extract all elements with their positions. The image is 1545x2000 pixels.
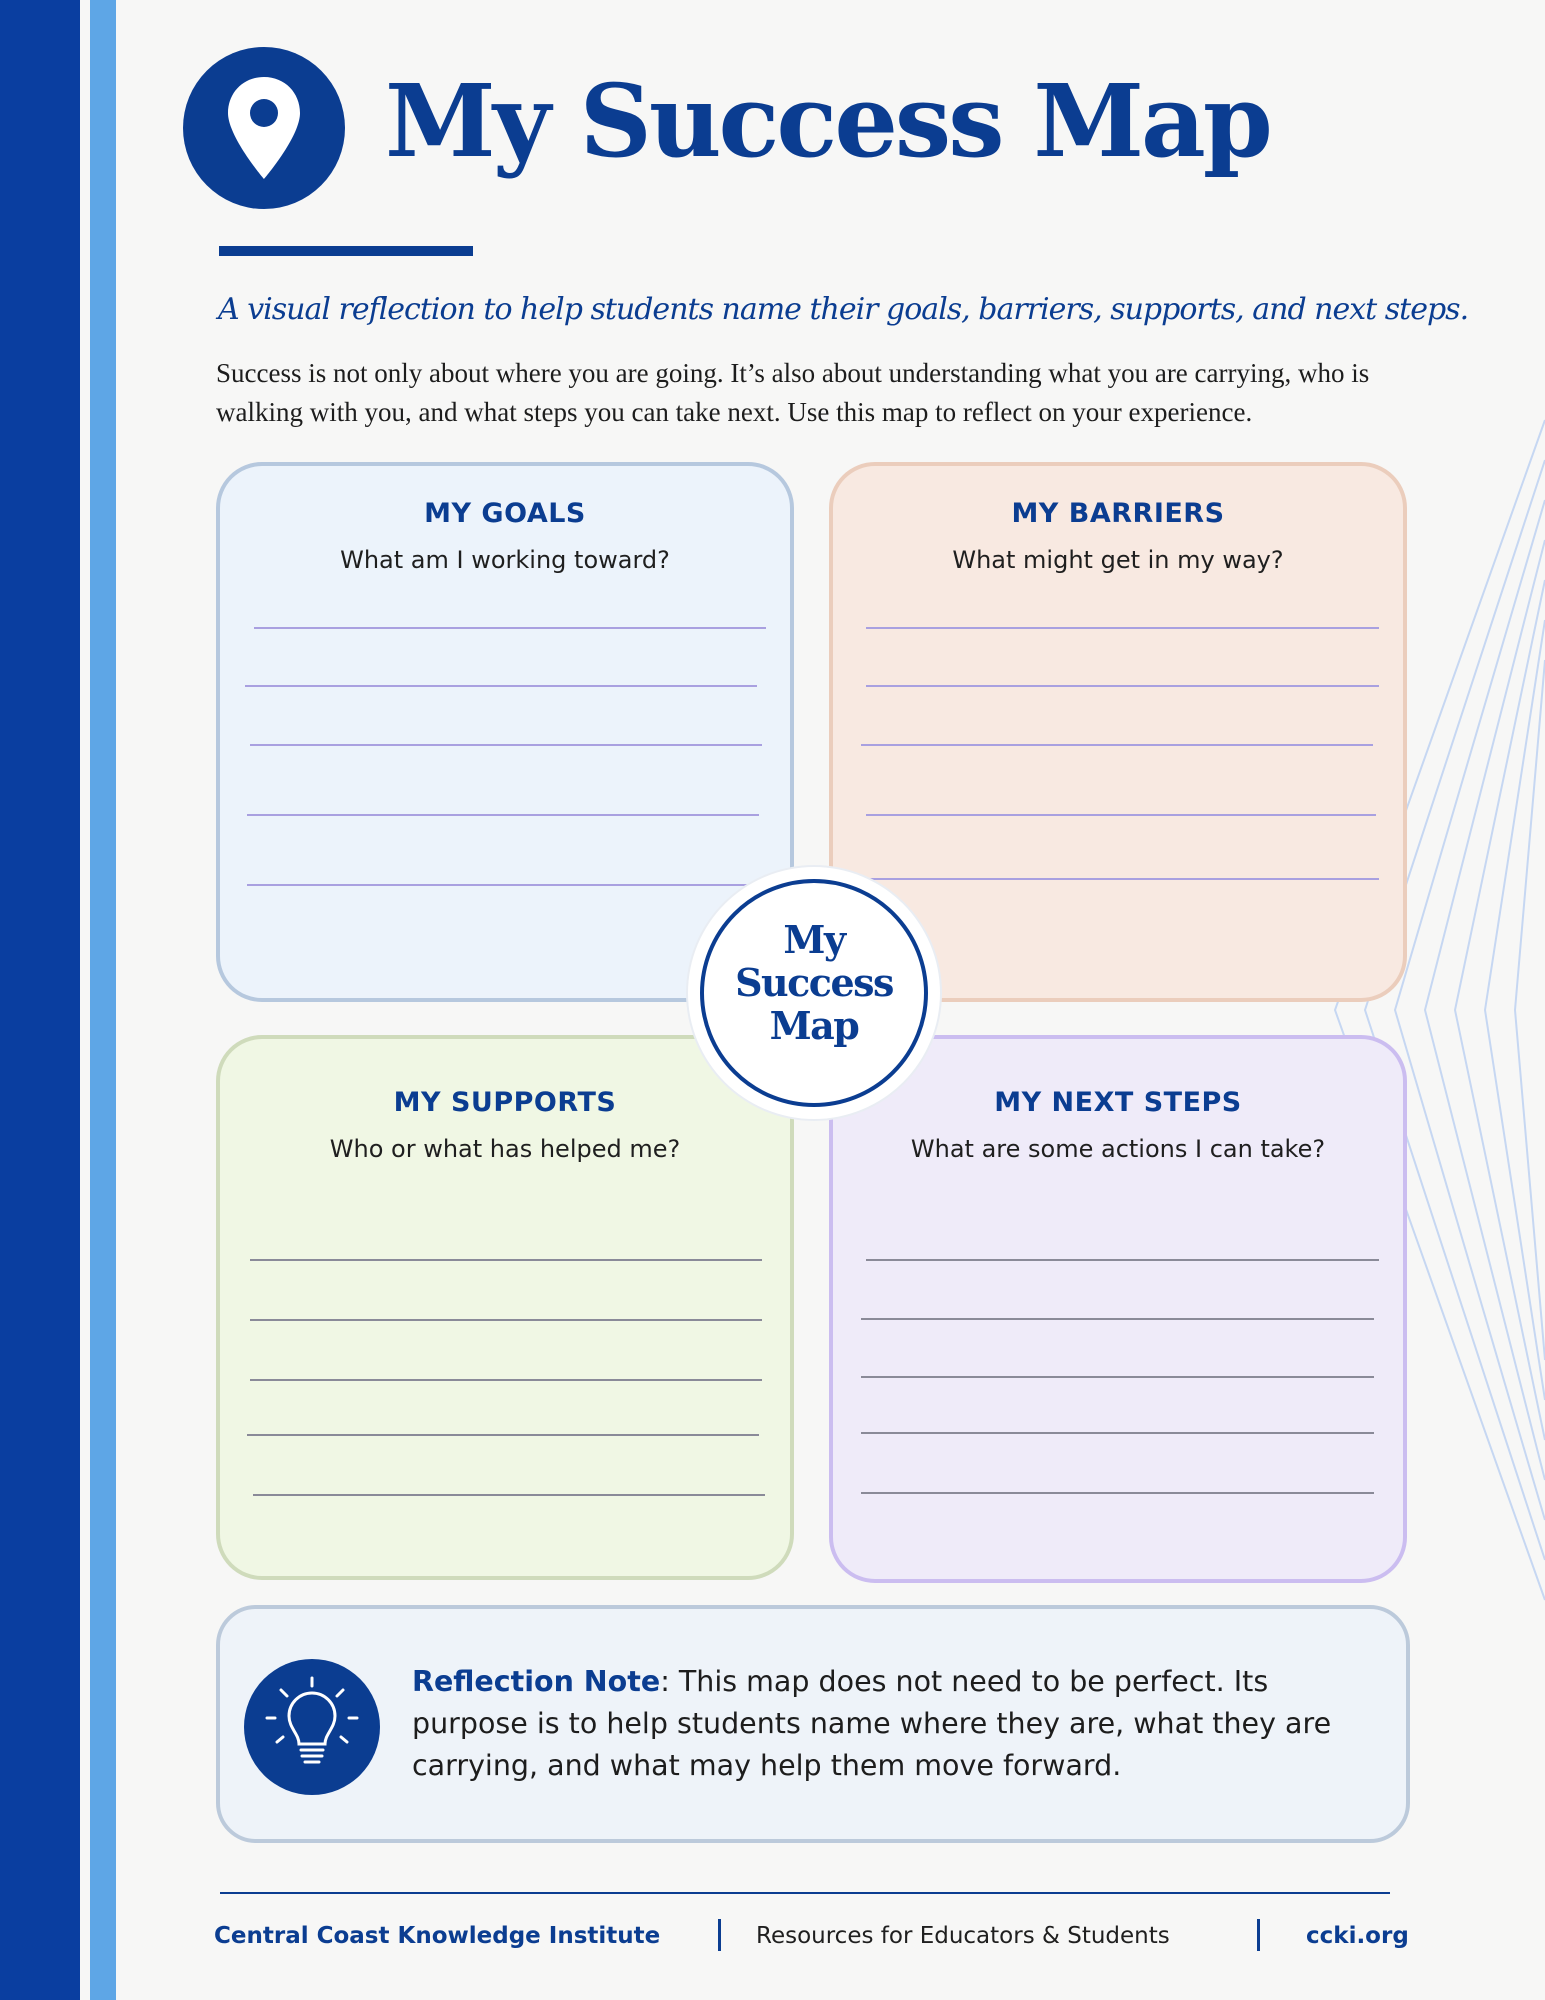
goals-write-line[interactable] <box>247 814 759 816</box>
footer-organization: Central Coast Knowledge Institute <box>214 1923 661 1949</box>
footer-tagline: Resources for Educators & Students <box>756 1923 1170 1949</box>
supports-write-line[interactable] <box>253 1494 765 1496</box>
goals-write-line[interactable] <box>245 685 757 687</box>
supports-write-line[interactable] <box>250 1259 762 1261</box>
map-pin-icon <box>224 73 304 183</box>
barriers-write-line[interactable] <box>861 744 1373 746</box>
lightbulb-badge <box>244 1659 380 1795</box>
footer-divider <box>220 1892 1390 1894</box>
reflection-note-label: Reflection Note <box>412 1665 661 1698</box>
left-stripe-dark <box>0 0 80 2000</box>
intro-paragraph: Success is not only about where you are going. It’s also about understanding what you are carrying, who is walking with you, and what steps you can take next. Use this map to reflect on your experience. <box>216 358 1370 427</box>
next-steps-write-line[interactable] <box>866 1259 1379 1261</box>
goals-question: What am I working toward? <box>340 546 670 574</box>
barriers-write-line[interactable] <box>866 878 1379 880</box>
next-steps-write-line[interactable] <box>861 1432 1374 1434</box>
footer-separator <box>718 1919 721 1951</box>
reflection-note-box <box>216 1605 1410 1843</box>
map-pin-badge <box>183 47 345 209</box>
next-steps-heading: MY NEXT STEPS <box>994 1087 1242 1118</box>
barriers-write-line[interactable] <box>866 627 1379 629</box>
supports-write-line[interactable] <box>250 1319 762 1321</box>
barriers-heading: MY BARRIERS <box>1011 498 1225 529</box>
next-steps-question: What are some actions I can take? <box>910 1135 1326 1163</box>
supports-write-line[interactable] <box>247 1434 759 1436</box>
next-steps-write-line[interactable] <box>861 1318 1374 1320</box>
lightbulb-icon <box>257 1672 367 1782</box>
goals-heading: MY GOALS <box>424 498 586 529</box>
next-steps-write-line[interactable] <box>861 1376 1374 1378</box>
goals-write-line[interactable] <box>247 884 747 886</box>
next-steps-write-line[interactable] <box>861 1492 1374 1494</box>
supports-write-line[interactable] <box>250 1379 762 1381</box>
barriers-write-line[interactable] <box>866 814 1376 816</box>
page-subtitle: A visual reflection to help students name their goals, barriers, supports, and next steps. <box>218 292 1469 327</box>
title-underline <box>219 246 473 256</box>
center-badge-line: Map <box>769 1003 859 1048</box>
center-badge <box>688 867 940 1119</box>
center-badge-line: My <box>783 917 845 962</box>
page-title: My Success Map <box>385 62 1270 180</box>
supports-question: Who or what has helped me? <box>329 1135 681 1163</box>
barriers-question: What might get in my way? <box>952 546 1284 574</box>
barriers-write-line[interactable] <box>866 685 1379 687</box>
reflection-note-text <box>412 1661 1372 1787</box>
center-badge-line: Success <box>735 960 893 1005</box>
supports-heading: MY SUPPORTS <box>393 1087 617 1118</box>
footer-website-link[interactable]: ccki.org <box>1306 1923 1409 1949</box>
supports-box <box>216 1035 794 1580</box>
reflection-note-body: : This map does not need to be perfect. Its purpose is to help students name where they are, what they are carrying, and what may help them move forward. <box>412 1665 1332 1782</box>
next-steps-box <box>829 1035 1407 1583</box>
goals-write-line[interactable] <box>250 744 762 746</box>
left-stripe-light <box>90 0 116 2000</box>
footer-separator <box>1257 1919 1260 1951</box>
goals-write-line[interactable] <box>254 627 766 629</box>
